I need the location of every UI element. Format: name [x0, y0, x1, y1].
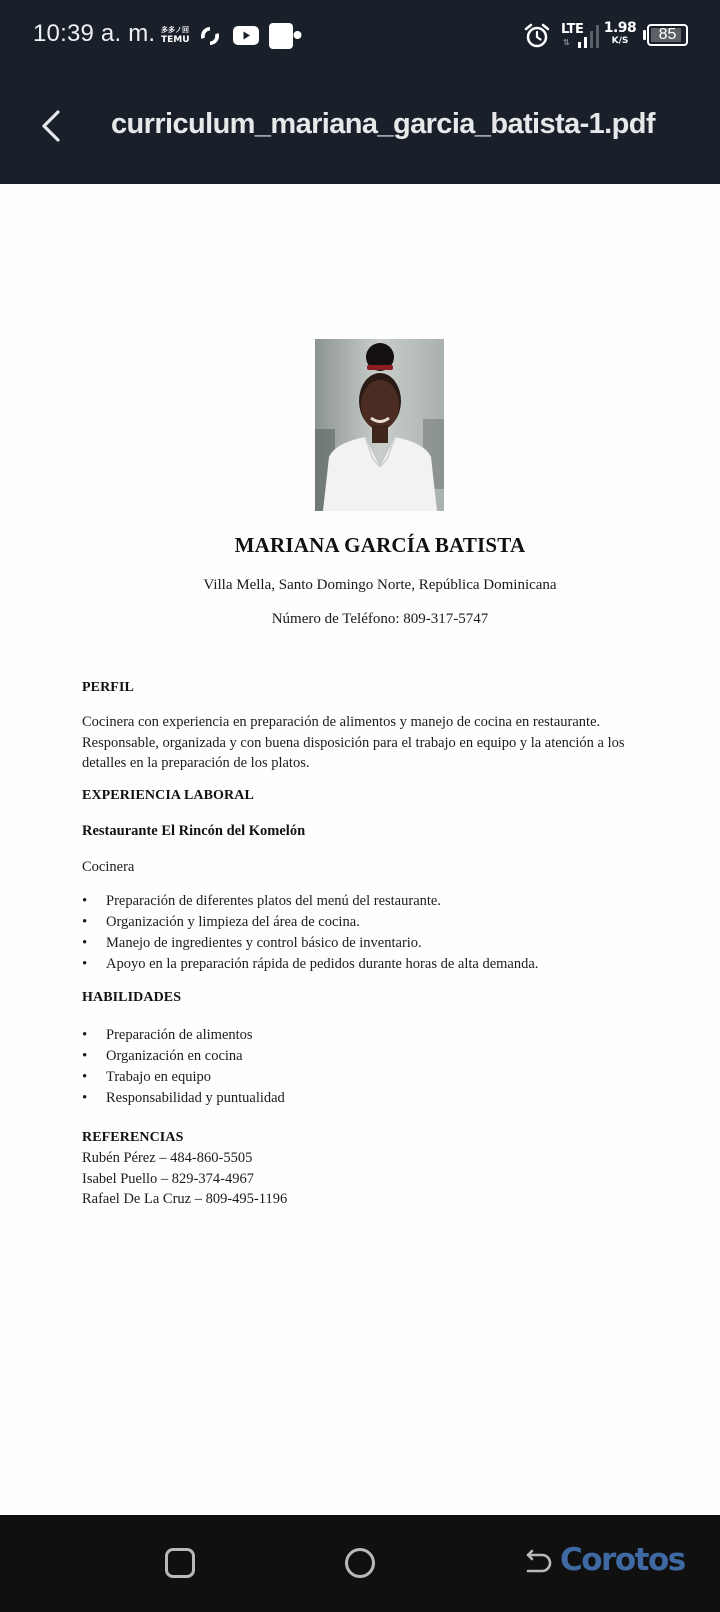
experience-heading: EXPERIENCIA LABORAL — [82, 788, 254, 803]
list-item: • Preparación de alimentos — [82, 1025, 285, 1046]
data-speed-unit: K/S — [611, 36, 629, 46]
signal-bars-icon — [578, 25, 600, 48]
data-arrows-icon: ⇅ — [563, 38, 570, 47]
battery-icon — [643, 24, 688, 46]
reference-item: Rubén Pérez – 484-860-5505 — [82, 1150, 253, 1166]
list-item: • Preparación de diferentes platos del menú del restaurante. — [82, 891, 538, 912]
signal-bar — [596, 25, 599, 48]
back-button[interactable] — [524, 1548, 554, 1578]
references-heading: REFERENCIAS — [82, 1130, 184, 1145]
alarm-icon — [524, 23, 550, 49]
list-item: • Organización en cocina — [82, 1046, 285, 1067]
reference-item: Isabel Puello – 829-374-4967 — [82, 1170, 254, 1187]
youtube-icon — [233, 26, 259, 45]
temu-icon-top-text: 多多ノ回 — [161, 26, 189, 34]
corotos-watermark: Corotos — [560, 1542, 685, 1578]
messaging-icon — [269, 23, 302, 49]
network-type-label: LTE — [561, 22, 584, 37]
list-item: • Responsabilidad y puntualidad — [82, 1088, 285, 1109]
candidate-phone: Número de Teléfono: 809-317-5747 — [271, 611, 489, 627]
status-bar — [0, 0, 720, 72]
skills-heading: HABILIDADES — [82, 990, 182, 1005]
home-button[interactable] — [345, 1548, 375, 1578]
mobile-signal-indicator — [561, 22, 601, 50]
profile-photo — [315, 339, 444, 511]
signal-bar — [590, 31, 593, 48]
battery-level: 85 — [658, 26, 677, 43]
list-item: • Manejo de ingredientes y control básico de inventario. — [82, 933, 538, 954]
document-title: curriculum_mariana_garcia_batista-1.pdf — [111, 108, 655, 140]
temu-icon — [161, 25, 189, 47]
battery-nub — [643, 30, 646, 40]
pdf-page[interactable] — [0, 184, 720, 1515]
navigation-bar — [0, 1515, 720, 1612]
experience-role: Cocinera — [82, 859, 135, 875]
temu-icon-text: TEMU — [161, 35, 190, 45]
candidate-address: Villa Mella, Santo Domingo Norte, República Dominicana — [203, 577, 557, 593]
profile-heading: PERFIL — [82, 680, 134, 695]
list-item: • Apoyo en la preparación rápida de pedidos durante horas de alta demanda. — [82, 954, 538, 975]
list-item: • Organización y limpieza del área de cocina. — [82, 912, 538, 933]
skills-list — [82, 1025, 285, 1109]
reference-item: Rafael De La Cruz – 809-495-1196 — [82, 1191, 288, 1207]
status-time: 10:39 a. m. — [33, 20, 156, 47]
recent-apps-button[interactable] — [165, 1548, 195, 1578]
signal-bar — [584, 37, 587, 48]
profile-text: Cocinera con experiencia en preparación de alimentos y manejo de cocina en restaurante. Responsable, organizada y con buena disposición para el trabajo en equipo y la atención a los detalles en la preparación de los platos. — [82, 714, 625, 771]
chevron-left-icon[interactable] — [36, 106, 68, 146]
references-list — [82, 1148, 287, 1210]
experience-employer: Restaurante El Rincón del Komelón — [82, 823, 306, 839]
top-bar — [0, 0, 720, 184]
data-speed-indicator — [603, 21, 637, 46]
candidate-name: MARIANA GARCÍA BATISTA — [234, 533, 526, 557]
data-speed-value: 1.98 — [603, 20, 637, 36]
experience-duties-list — [82, 891, 538, 975]
app-bar — [0, 72, 720, 184]
list-item: • Trabajo en equipo — [82, 1067, 285, 1088]
battery-body — [647, 24, 688, 46]
signal-bar — [578, 42, 581, 48]
sync-icon — [199, 25, 221, 47]
